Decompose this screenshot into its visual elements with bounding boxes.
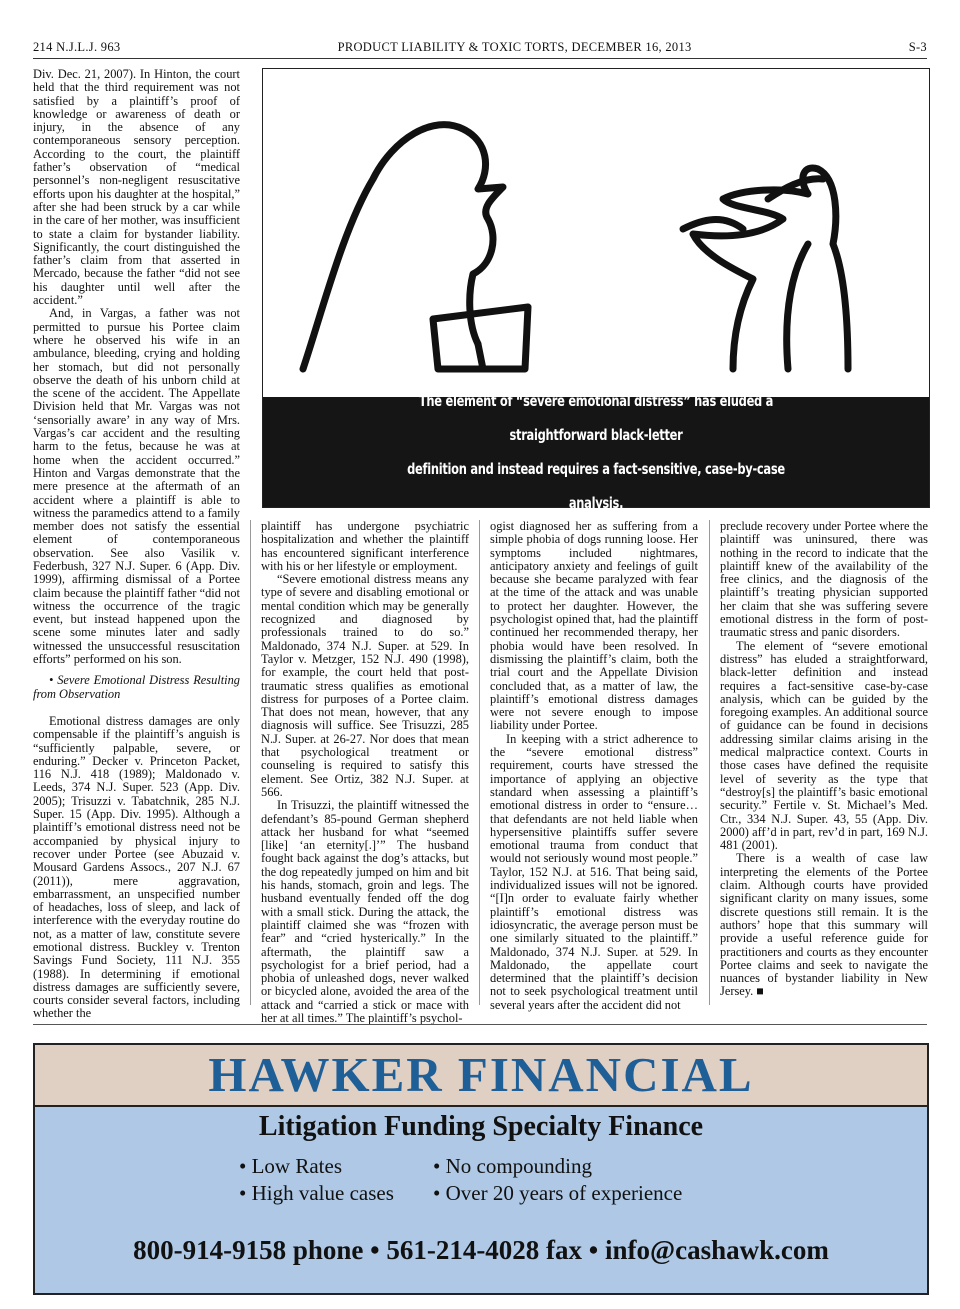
running-head	[33, 40, 927, 58]
column-4	[720, 520, 928, 999]
col2-paragraph-3: In Trisuzzi, the plaintiff witnessed the defendant’s 85-pound German shepherd attack her husband for what “seemed [like] ‘an eternity[.]’” The husband fought back against the dog’s attacks, but the dog repeatedly jumped on him and bit his hands, stomach, groin and legs. The husband eventually fended off the dog with a small stick. During the attack, the plaintiff claimed she was “frozen with fear” and “cried hysterically.” In the aftermath, the plaintiff saw a psychologist for a brief period, had a phobia of unleashed dogs, never walked or bicycled alone, avoided the area of the attack and “carried a stick or mace with her at all times.” The plaintiff’s psychol-	[261, 798, 469, 1025]
col4-paragraph-2: The element of “severe emotional distress” has eluded a straightforward, black-letter definition and instead requires a fact-sensitive case-by-case analysis, which can be guided by the foregoing examples. An additional source of guidance can be found in decisions addressing similar claims arising in the medical malpractice context. Courts in those cases have defined the requisite level of severity as the type that “destroy[s] the plaintiff’s basic emotional security.” Fertile v. St. Michael’s Med. Ctr., 334 N.J. Super. 43, 55 (App. Div. 2000) aff’d in part, rev’d in part, 169 N.J. 481 (2001).	[720, 638, 928, 853]
header-rule	[33, 58, 927, 59]
hawker-financial-ad	[33, 1043, 929, 1295]
caption-line-2: definition and instead requires a fact-sensitive, case-by-case analysis.	[407, 460, 785, 512]
col4-paragraph-1: preclude recovery under Portee where the plaintiff was uninsured, there was nothing in the record to indicate that the plaintiff knew of the availability of the free clinics, and the diagnosis of the plaintiff’s treating physician supported her claim that she was suffering severe emotional distress in the form of post-traumatic stress and panic disorders.	[720, 519, 928, 640]
header-left: 214 N.J.L.J. 963	[33, 40, 121, 54]
col4-paragraph-3: There is a wealth of case law interpreting the elements of the Portee claim. Although courts have provided significant clarity on many issues, some discrete questions still remain. It is the authors’ hope that this summary will provide a useful reference guide for practitioners and courts as they encounter Portee claims and seek to navigate the nuances of bystander liability in New Jersey. ■	[720, 851, 928, 999]
caption-line-1: The element of “severe emotional distress” has eluded a straightforward black-letter	[418, 392, 774, 444]
col1-paragraph-1: Div. Dec. 21, 2007). In Hinton, the court held that the third requirement was not satisfied by a plaintiff’s proof of knowledge or awareness of death or injury, in the absence of any contemporaneous sensory perception. According to the court, the plaintiff father’s observation of “medical personnel’s non-negligent resuscitative efforts upon his daughter at the hospital,” after she had been struck by a car while in the care of her mother, was insufficient to state a claim for bystander liability. Significantly, the court distinguished the father’s claim from that asserted in Mercado, because the father “did not see his daughter until well after the accident.”	[33, 67, 240, 308]
col3-paragraph-2: In keeping with a strict adherence to the “severe emotional distress” requirement, courts have stressed the importance of applying an objective standard when assessing a plaintiff’s emotional distress in order to “ensure…that defendants are not held liable when hypersensitive plaintiffs suffer severe emotional trauma from conduct that would not seriously wound most people.” Taylor, 152 N.J. at 516. That being said, individualized issues will not be ignored. “[I]n order to evaluate fairly whether plaintiff’s emotional distress was idiosyncratic, the average person must be one similarly situated to the plaintiff.” Maldonado, 374 N.J. Super. at 529. In Maldonado, the appellate court determined that the plaintiff’s decision not to seek psychological treatment until several years after the accident did not	[490, 731, 698, 1012]
ad-bullet: • Low Rates	[239, 1154, 343, 1178]
ad-brand: HAWKER FINANCIAL	[208, 1047, 754, 1102]
col1-paragraph-2: And, in Vargas, a father was not permitted to pursue his Portee claim where he observed his wife in an ambulance, bleeding, crying and holding her stomach, but did not personally observe the death of his unborn child at the scene of the accident. The Appellate Division held that Mr. Vargas was not ‘sensorially aware’ in any way of Mrs. Vargas’s car accident and the resulting harm to the fetus, because he was at home when the accident occurred.” Hinton and Vargas demonstrate that the mere presence at the aftermath of an accident where a plaintiff is able to witness the paramedics attend to a family member does not satisfy the essential element of contemporaneous observation. See also Vasilik v. Federbush, 327 N.J. Super. 6 (App. Div. 1999), affirming dismissal of a Portee claim because the plaintiff father “did not witness the occurrence of the tragic event, but instead happened upon the scene some minutes later and sadly witnessed the unsuccessful resuscitation efforts” performed on his son.	[33, 306, 240, 667]
column-3	[490, 520, 698, 1012]
illustration-caption	[263, 392, 929, 512]
col2-paragraph-1: plaintiff has undergone psychiatric hospitalization and whether the plaintiff has encountered significant interference with his or her lifestyle or employment.	[261, 519, 469, 573]
ad-top-band	[35, 1045, 927, 1107]
column-rule	[479, 520, 480, 1005]
ad-contact: 800-914-9158 phone • 561-214-4028 fax • info@cashawk.com	[133, 1235, 829, 1265]
ad-bullets-left	[239, 1153, 394, 1207]
header-center: PRODUCT LIABILITY & TOXIC TORTS, DECEMBER 16, 2013	[337, 40, 692, 54]
header-right: S-3	[908, 40, 927, 54]
col3-paragraph-1: ogist diagnosed her as suffering from a simple phobia of dogs running loose. Her symptoms included nightmares, anticipatory anxiety and feelings of guilt because she became paralyzed with fear at the time of the attack and was unable to protect her daughter. However, the psychologist opined that, had the plaintiff continued her recommended therapy, her phobia would have been resolved. In dismissing the plaintiff’s claim, both the trial court and the Appellate Division concluded that, as a matter of law, the plaintiff’s emotional distress damages were not severe enough to impose liability under Portee.	[490, 519, 698, 733]
col1-paragraph-3: Emotional distress damages are only compensable if the plaintiff’s anguish is “sufficiently palpable, severe, or enduring.” Decker v. Princeton Packet, 116 N.J. 418 (1989); Maldonado v. Leeds, 374 N.J. Super. 523 (App. Div. 2005); Trisuzzi v. Tabatchnik, 285 N.J. Super. 15 (App. Div. 1995). Although a plaintiff’s emotional distress need not be accompanied by physical injury to recover under Portee (see Abuzaid v. Mousard Gardens Assocs., 207 N.J. 67 (2011)), mere aggravation, embarrassment, an unspecified number of headaches, loss of sleep, and lack of interference with the everyday routine do not, as a matter of law, constitute severe emotional distress. Buckley v. Trenton Savings Fund Society, 111 N.J. 355 (1988). In determining if emotional distress damages are sufficiently severe, courts consider several factors, including whether the	[33, 713, 240, 1021]
ad-tagline: Litigation Funding Specialty Finance	[258, 1111, 704, 1142]
illustration-panel	[262, 68, 930, 512]
ad-bullets-right	[433, 1153, 682, 1207]
column-rule	[709, 520, 710, 1005]
ad-bullet: • No compounding	[433, 1154, 593, 1178]
column-2	[261, 520, 469, 1025]
page-rule	[33, 1024, 927, 1025]
ad-bullet: • High value cases	[239, 1181, 394, 1205]
ad-bullet: • Over 20 years of experience	[433, 1181, 683, 1205]
ad-bottom-band	[35, 1107, 927, 1293]
column-1	[33, 68, 240, 1021]
cartoon-figures-line-drawing-icon	[263, 69, 929, 399]
col1-subhead: • Severe Emotional Distress Resulting from Observation	[33, 673, 240, 701]
column-rule	[250, 520, 251, 1005]
col2-paragraph-2: “Severe emotional distress means any type of severe and disabling emotional or mental condition which may be generally recognized and diagnosed by professionals trained to do so.” Maldonado, 374 N.J. Super. at 529. In Taylor v. Metzger, 152 N.J. 490 (1998), for example, the court held that post-traumatic stress qualifies as emotional distress for purposes of a Portee claim. That does not mean, however, that any diagnosis will suffice. See Trisuzzi, 285 N.J. Super. at 26-27. Nor does that mean that psychological treatment or counseling is required to satisfy this element. See Ortiz, 382 N.J. Super. at 566.	[261, 572, 469, 799]
